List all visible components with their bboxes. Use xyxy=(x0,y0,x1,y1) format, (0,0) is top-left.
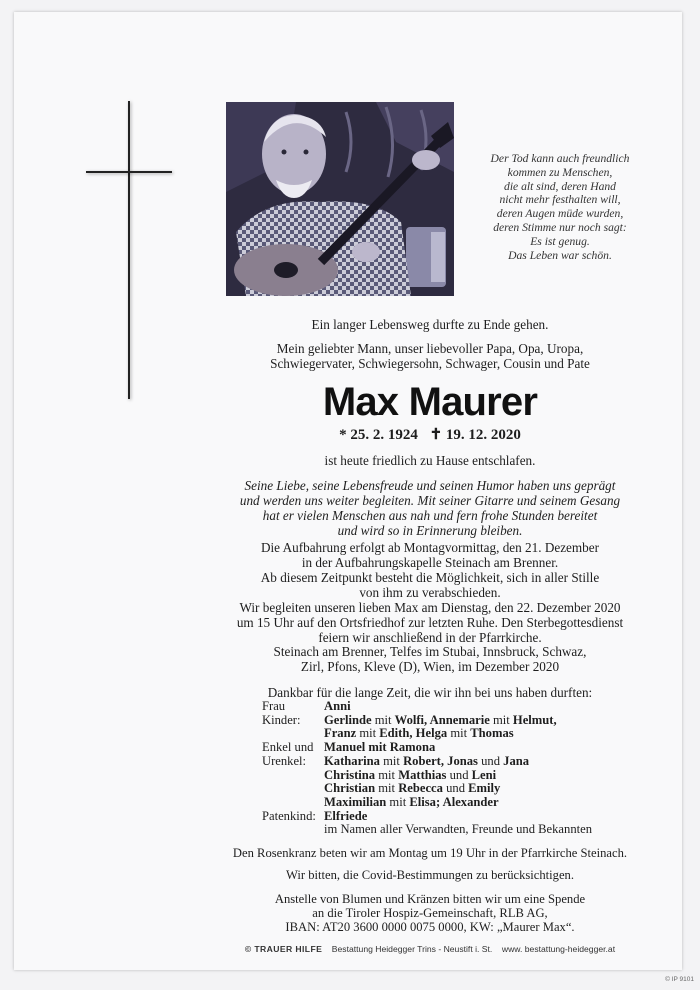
poem-block xyxy=(462,152,658,262)
intro-text: Ein langer Lebensweg durfte zu Ende gehen. xyxy=(311,317,549,332)
poem-line: deren Stimme nur noch sagt: xyxy=(493,220,627,234)
funeral-line: um 15 Uhr auf den Ortsfriedhof zur letzten Ruhe. Den Sterbegottesdienst xyxy=(236,615,624,630)
poem-line: kommen zu Menschen, xyxy=(507,165,613,179)
rosary-text: Den Rosenkranz beten wir am Montag um 19 Uhr in der Pfarrkirche Steinach. xyxy=(232,846,628,860)
cross-horizontal-bar xyxy=(86,171,172,173)
family-name: Christina xyxy=(324,767,376,782)
family-name: Matthias xyxy=(398,767,447,782)
poem-line: Es ist genug. xyxy=(530,234,590,248)
footer-website[interactable]: www. bestattung-heidegger.at xyxy=(501,944,616,954)
funeral-line: Wir begleiten unseren lieben Max am Dienstag, den 22. Dezember 2020 xyxy=(239,600,621,615)
poem-line: deren Augen müde wurden, xyxy=(496,207,624,221)
family-name: Rebecca xyxy=(398,781,443,796)
family-connector: mit xyxy=(386,794,410,809)
family-row-great-grandchildren xyxy=(262,782,592,796)
family-name: Elisa; Alexander xyxy=(409,794,499,809)
family-connector: mit xyxy=(379,753,404,768)
footer xyxy=(160,944,700,954)
donation-line: IBAN: AT20 3600 0000 0075 0000, KW: „Maurer Max“. xyxy=(285,920,575,934)
family-name: Thomas xyxy=(470,726,514,741)
family-label: Frau xyxy=(262,699,286,713)
family-row-great-grandchildren xyxy=(262,769,592,783)
family-name: Ramona xyxy=(389,740,436,755)
family-label: Patenkind: xyxy=(262,808,316,823)
cross-vertical-bar xyxy=(128,101,130,399)
tribute-line: Seine Liebe, seine Lebensfreude und seinen Humor haben uns geprägt xyxy=(244,478,616,493)
viewing-line: von ihm zu verabschieden. xyxy=(359,585,501,600)
donation-line: Anstelle von Blumen und Kränzen bitten wir um eine Spende xyxy=(274,892,586,906)
tribute-line: und werden uns weiter begleiten. Mit seiner Gitarre und seinem Gesang xyxy=(239,493,621,508)
relation-line: Mein geliebter Mann, unser liebevoller Papa, Opa, Uropa, xyxy=(276,341,584,356)
family-name: Edith, Helga xyxy=(379,726,448,741)
family-connector: mit xyxy=(356,726,380,741)
tribute-line: und wird so in Erinnerung bleiben. xyxy=(337,523,523,538)
poem-line: die alt sind, deren Hand xyxy=(504,179,616,193)
print-code: © IP 9101 xyxy=(665,976,694,983)
deceased-name: Max Maurer xyxy=(322,380,538,424)
family-connector: mit xyxy=(371,712,395,727)
tribute-line: hat er vielen Menschen aus nah und fern frohe Stunden bereitet xyxy=(262,508,598,523)
family-connector: und xyxy=(477,753,504,768)
viewing-line: Die Aufbahrung erfolgt ab Montagvormittag, den 21. Dezember xyxy=(260,540,599,555)
viewing-line: Ab diesem Zeitpunkt besteht die Möglichkeit, sich in aller Stille xyxy=(260,570,600,585)
family-connector: mit xyxy=(489,712,513,727)
family-name: Wolfi, Annemarie xyxy=(394,712,490,727)
poem-line: nicht mehr festhalten will, xyxy=(499,193,621,207)
family-list xyxy=(262,700,592,837)
family-name: Manuel xyxy=(324,740,366,755)
poem-line: Das Leben war schön. xyxy=(508,248,612,262)
family-connector: mit xyxy=(365,740,390,755)
family-name: Helmut, xyxy=(512,712,557,727)
family-row-children xyxy=(262,714,592,728)
footer-undertaker: Bestattung Heidegger Trins - Neustift i. St. xyxy=(331,944,493,954)
family-name: Anni xyxy=(324,699,351,713)
family-name: Jana xyxy=(503,753,530,768)
family-name: Robert, Jonas xyxy=(403,753,478,768)
family-name: Elfriede xyxy=(324,808,368,823)
family-row-grandchildren xyxy=(262,741,592,755)
family-row-great-grandchildren xyxy=(262,755,592,769)
viewing-line: in der Aufbahrungskapelle Steinach am Brenner. xyxy=(301,555,559,570)
family-row-godchild xyxy=(262,810,592,824)
family-name: Franz xyxy=(324,726,357,741)
thanks-text: Dankbar für die lange Zeit, die wir ihn bei uns haben durften: xyxy=(267,685,593,700)
family-all-text: im Namen aller Verwandten, Freunde und Bekannten xyxy=(324,822,593,837)
family-name: Leni xyxy=(471,767,497,782)
family-name: Katharina xyxy=(324,753,380,768)
family-row-great-grandchildren xyxy=(262,796,592,810)
poem-line: Der Tod kann auch freundlich xyxy=(490,152,630,165)
places-line: Zirl, Pfons, Kleve (D), Wien, im Dezember 2020 xyxy=(300,659,560,674)
family-name: Christian xyxy=(324,781,376,796)
family-connector: mit xyxy=(447,726,471,741)
family-name: Maximilian xyxy=(324,794,387,809)
birth-date: * 25. 2. 1924 xyxy=(339,427,418,443)
family-name: Gerlinde xyxy=(324,712,372,727)
footer-brand: © TRAUER HILFE xyxy=(244,944,323,954)
family-connector: und xyxy=(446,767,472,782)
portrait-photo xyxy=(226,102,454,296)
family-row-children xyxy=(262,727,592,741)
funeral-line: feiern wir anschließend in der Pfarrkirche. xyxy=(318,630,542,645)
donation-line: an die Tiroler Hospiz-Gemeinschaft, RLB AG, xyxy=(312,906,548,920)
places-line: Steinach am Brenner, Telfes im Stubai, Innsbruck, Schwaz, xyxy=(273,644,587,659)
family-connector: mit xyxy=(375,767,399,782)
family-name: Emily xyxy=(468,781,501,796)
family-label: Enkel und xyxy=(262,740,314,755)
death-date: ✝ 19. 12. 2020 xyxy=(429,427,521,443)
family-connector: mit xyxy=(375,781,399,796)
passed-text: ist heute friedlich zu Hause entschlafen. xyxy=(324,453,536,468)
family-connector: und xyxy=(442,781,469,796)
family-row-wife xyxy=(262,700,592,714)
family-label: Kinder: xyxy=(262,712,301,727)
covid-text: Wir bitten, die Covid-Bestimmungen zu berücksichtigen. xyxy=(285,868,575,882)
family-row-all xyxy=(262,823,592,837)
family-label: Urenkel: xyxy=(262,753,307,768)
relation-line: Schwiegervater, Schwiegersohn, Schwager, Cousin und Pate xyxy=(270,356,590,371)
life-dates xyxy=(160,427,700,444)
